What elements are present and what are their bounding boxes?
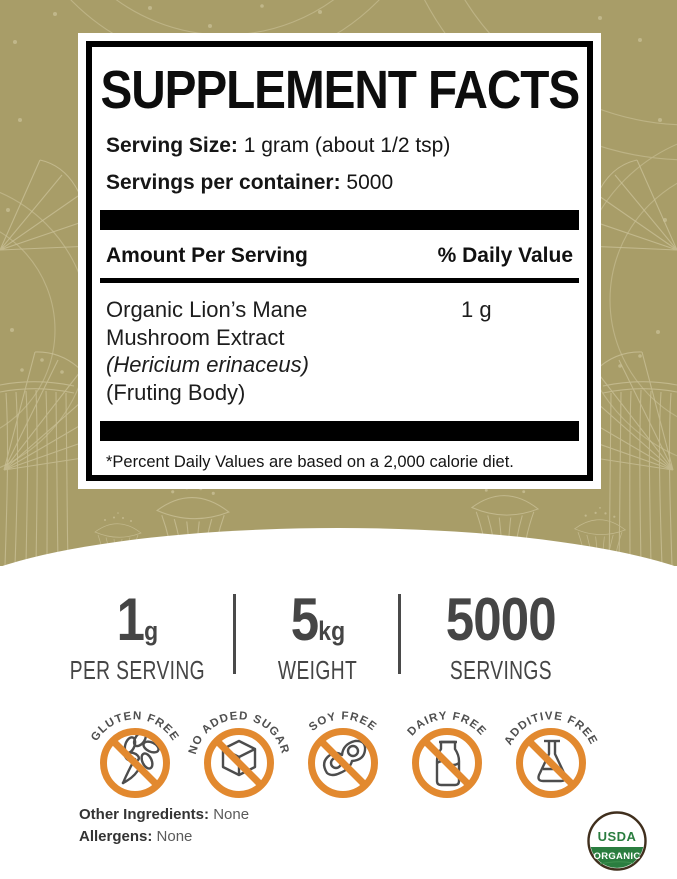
badge-soy-free bbox=[291, 699, 395, 803]
ingredient-line: Organic Lion’s Mane bbox=[106, 297, 308, 323]
ingredient-latin-name: (Hericium erinaceus) bbox=[106, 352, 309, 378]
divider-bar-top bbox=[100, 210, 579, 230]
ingredient-row bbox=[106, 296, 573, 406]
ingredient-line: Mushroom Extract bbox=[106, 324, 285, 350]
ingredient-amount: 1 g bbox=[461, 297, 492, 323]
stat-label: WEIGHT bbox=[277, 655, 358, 685]
badge-gluten-free bbox=[83, 699, 187, 803]
svg-text:NO ADDED SUGAR: NO ADDED SUGAR bbox=[187, 710, 291, 756]
allergens-value: None bbox=[156, 828, 193, 845]
divider-bar-bottom bbox=[100, 421, 579, 441]
facts-frame bbox=[86, 41, 593, 481]
allergens-line bbox=[79, 826, 249, 848]
servings-line bbox=[106, 171, 573, 195]
table-header bbox=[106, 244, 573, 268]
stat-label: PER SERVING bbox=[69, 655, 206, 685]
amount-per-serving-header: Amount Per Serving bbox=[106, 244, 308, 268]
stat-weight bbox=[245, 586, 390, 686]
svg-text:GLUTEN FREE: GLUTEN FREE bbox=[89, 710, 181, 744]
stat-label: SERVINGS bbox=[449, 655, 552, 685]
stat-servings bbox=[408, 586, 593, 686]
stat-divider bbox=[398, 594, 401, 674]
stat-value: 1g bbox=[116, 586, 159, 653]
stats-row bbox=[0, 586, 677, 685]
serving-size-value: 1 gram (about 1/2 tsp) bbox=[243, 134, 451, 158]
ingredient-name bbox=[106, 296, 443, 406]
badge-dairy-free bbox=[395, 699, 499, 803]
stat-per-serving bbox=[40, 586, 235, 686]
organic-text: ORGANIC bbox=[593, 851, 641, 862]
badge-additive-free bbox=[499, 699, 603, 803]
daily-value-footnote: *Percent Daily Values are based on a 2,000 calorie diet. bbox=[106, 453, 514, 472]
allergens-label: Allergens: bbox=[79, 828, 153, 845]
stat-value: 5kg bbox=[290, 586, 345, 653]
servings-value: 5000 bbox=[346, 171, 394, 195]
svg-text:DAIRY FREE: DAIRY FREE bbox=[405, 710, 489, 739]
serving-size-label: Serving Size: bbox=[106, 134, 238, 158]
badge-row bbox=[83, 699, 603, 803]
usda-text: USDA bbox=[597, 829, 637, 844]
other-ingredients-line bbox=[79, 804, 249, 826]
prohibition-icon bbox=[312, 732, 375, 795]
other-ingredients-value: None bbox=[213, 806, 250, 823]
serving-size-line bbox=[106, 134, 573, 158]
badge-no-added-sugar bbox=[187, 699, 291, 803]
daily-value-header: % Daily Value bbox=[437, 244, 573, 268]
stat-value: 5000 bbox=[445, 586, 556, 653]
svg-text:ADDITIVE FREE: ADDITIVE FREE bbox=[502, 710, 600, 748]
panel-title: SUPPLEMENT FACTS bbox=[100, 58, 579, 120]
divider-bar-thin bbox=[100, 278, 579, 283]
servings-label: Servings per container: bbox=[106, 171, 341, 195]
usda-organic-seal bbox=[586, 810, 648, 872]
supplement-facts-panel bbox=[78, 33, 601, 489]
other-ingredients-label: Other Ingredients: bbox=[79, 806, 210, 823]
ingredient-line: (Fruting Body) bbox=[106, 379, 246, 405]
footer-notes bbox=[79, 804, 249, 848]
stat-divider bbox=[233, 594, 236, 674]
svg-text:SOY FREE: SOY FREE bbox=[307, 710, 379, 734]
